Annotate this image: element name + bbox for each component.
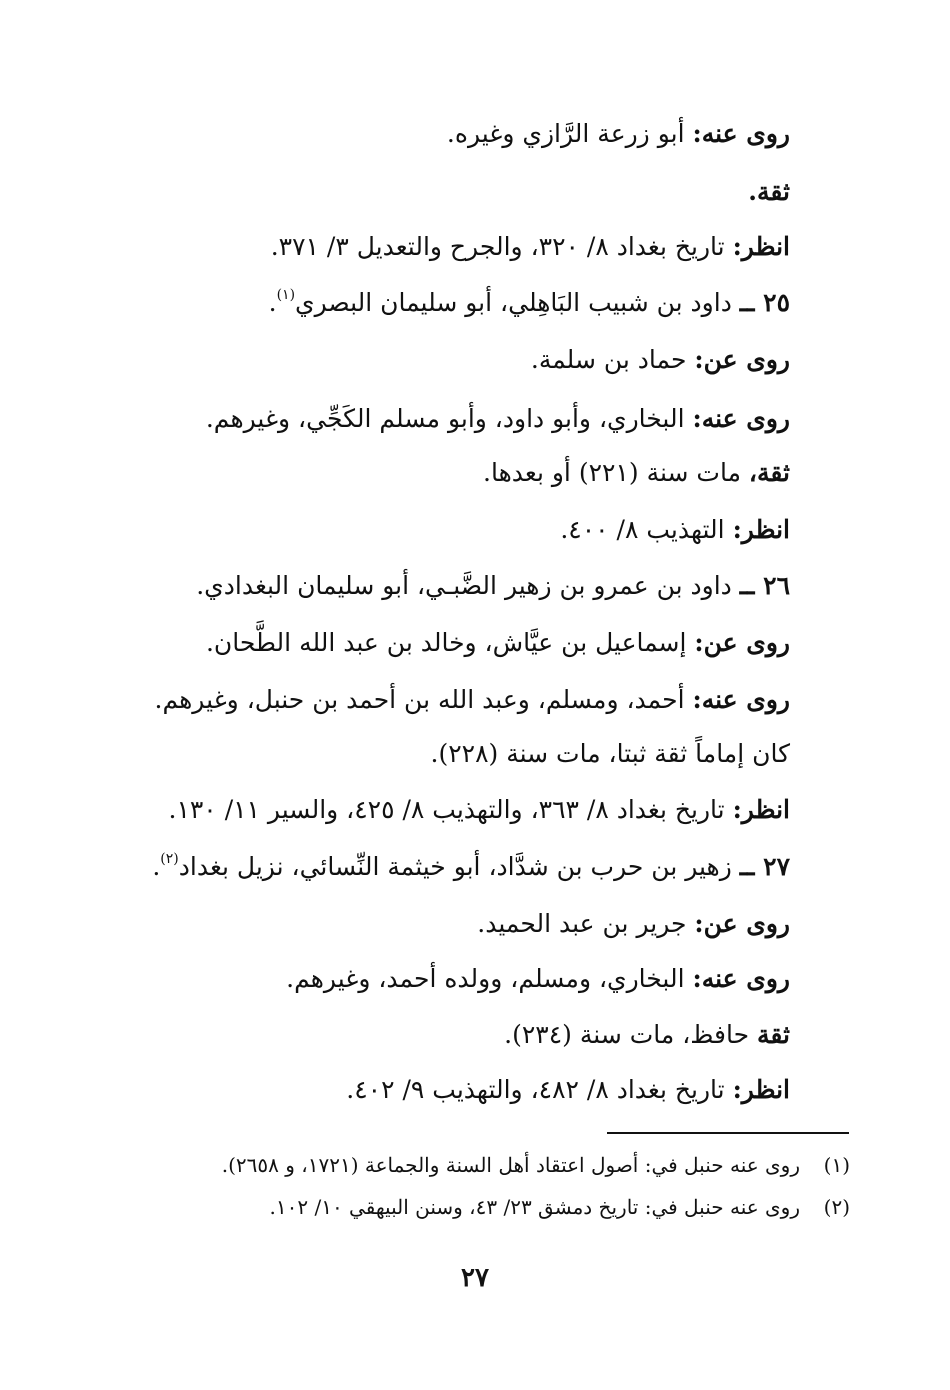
line-lead: روى عنه: — [692, 404, 790, 433]
entry-number: ٢٦ ــ — [739, 571, 790, 600]
footnote-text: روى عنه حنبل في: تاريخ دمشق ٢٣/ ٤٣، وسنن البيهقي ١٠/ ١٠٢. — [269, 1195, 800, 1219]
footnote-ref: (١) — [276, 287, 296, 303]
line-lead: روى عن: — [694, 909, 790, 938]
text-line — [60, 230, 790, 264]
text-line — [60, 626, 790, 660]
text-line — [60, 737, 790, 771]
text-line — [60, 343, 790, 377]
entry-number: ٢٥ ــ — [739, 288, 790, 317]
line-text: أحمد، ومسلم، وعبد الله بن أحمد بن حنبل، وغيرهم. — [154, 685, 685, 714]
line-lead: روى عن: — [694, 628, 790, 657]
text-line — [60, 793, 790, 827]
footnote-separator — [607, 1132, 849, 1134]
text-line — [60, 907, 790, 941]
entry-heading — [60, 569, 790, 603]
text-line — [60, 683, 790, 717]
line-text: البخاري، وأبو داود، وأبو مسلم الكَجِّي، وغيرهم. — [205, 404, 685, 433]
text-line — [60, 1073, 790, 1107]
footnote-mark: (١) — [823, 1153, 850, 1177]
line-text: تاريخ بغداد ٨/ ٣٦٣، والتهذيب ٨/ ٤٢٥، والسير ١١/ ١٣٠. — [168, 795, 725, 824]
text-line — [60, 175, 790, 209]
text-line — [60, 456, 790, 490]
line-text: زهير بن حرب بن شدَّاد، أبو خيثمة النِّسائي، نزيل بغداد — [178, 852, 732, 881]
footnote-mark: (٢) — [823, 1195, 850, 1219]
line-text: تاريخ بغداد ٨/ ٣٢٠، والجرح والتعديل ٣/ ٣٧١. — [270, 232, 725, 261]
line-text: داود بن شبيب البَاهِلي، أبو سليمان البصري — [295, 288, 732, 317]
text-line — [60, 962, 790, 996]
line-text: إسماعيل بن عيَّاش، وخالد بن عبد الله الطَّحان. — [205, 628, 687, 657]
line-text: أبو زرعة الرَّازي وغيره. — [446, 119, 685, 148]
line-text: التهذيب ٨/ ٤٠٠. — [560, 515, 725, 544]
line-lead: كان — [752, 739, 790, 768]
text-line — [60, 513, 790, 547]
entry-number: ٢٧ ــ — [739, 852, 790, 881]
text-line — [60, 117, 790, 151]
line-text: تاريخ بغداد ٨/ ٤٨٢، والتهذيب ٩/ ٤٠٢. — [346, 1075, 725, 1104]
page-number: ٢٧ — [461, 1263, 489, 1293]
entry-heading: ٢٧ ــ زهير بن حرب بن شدَّاد، أبو خيثمة النِّسائي، نزيل بغداد$^{(٢)}$. — [152, 851, 790, 881]
line-lead: انظر: — [732, 795, 790, 824]
line-lead: ثقة — [756, 1020, 790, 1049]
text-line — [60, 402, 790, 436]
line-lead: ثقة. — [748, 177, 790, 206]
footnote — [60, 1192, 850, 1222]
line-lead: انظر: — [732, 515, 790, 544]
line-lead: روى عنه: — [692, 685, 790, 714]
footnote-text: روى عنه حنبل في: أصول اعتقاد أهل السنة والجماعة (١٧٢١، و ٢٦٥٨). — [221, 1153, 800, 1177]
line-lead: ثقة، — [748, 458, 790, 487]
line-lead: انظر: — [732, 232, 790, 261]
line-text: مات سنة (٢٢١) أو بعدها. — [483, 458, 741, 487]
line-lead: انظر: — [732, 1075, 790, 1104]
line-lead: روى عن: — [694, 345, 790, 374]
footnote-ref: (٢) — [160, 851, 179, 867]
line-text: حافظ، مات سنة (٢٣٤). — [504, 1020, 750, 1049]
line-lead: روى عنه: — [692, 964, 790, 993]
line-text: جرير بن عبد الحميد. — [477, 909, 687, 938]
line-text: حماد بن سلمة. — [530, 345, 687, 374]
text-line — [60, 1018, 790, 1052]
footnote — [60, 1150, 850, 1180]
entry-heading: ٢٥ ــ داود بن شبيب البَاهِلي، أبو سليمان البصري$^{(١)}$. — [268, 287, 790, 317]
line-text: إماماً ثقة ثبتا، مات سنة (٢٢٨). — [430, 739, 745, 768]
line-text: داود بن عمرو بن زهير الضَّبـي، أبو سليمان البغدادي. — [196, 571, 732, 600]
line-lead: روى عنه: — [692, 119, 790, 148]
line-text: البخاري، ومسلم، وولده أحمد، وغيرهم. — [286, 964, 685, 993]
